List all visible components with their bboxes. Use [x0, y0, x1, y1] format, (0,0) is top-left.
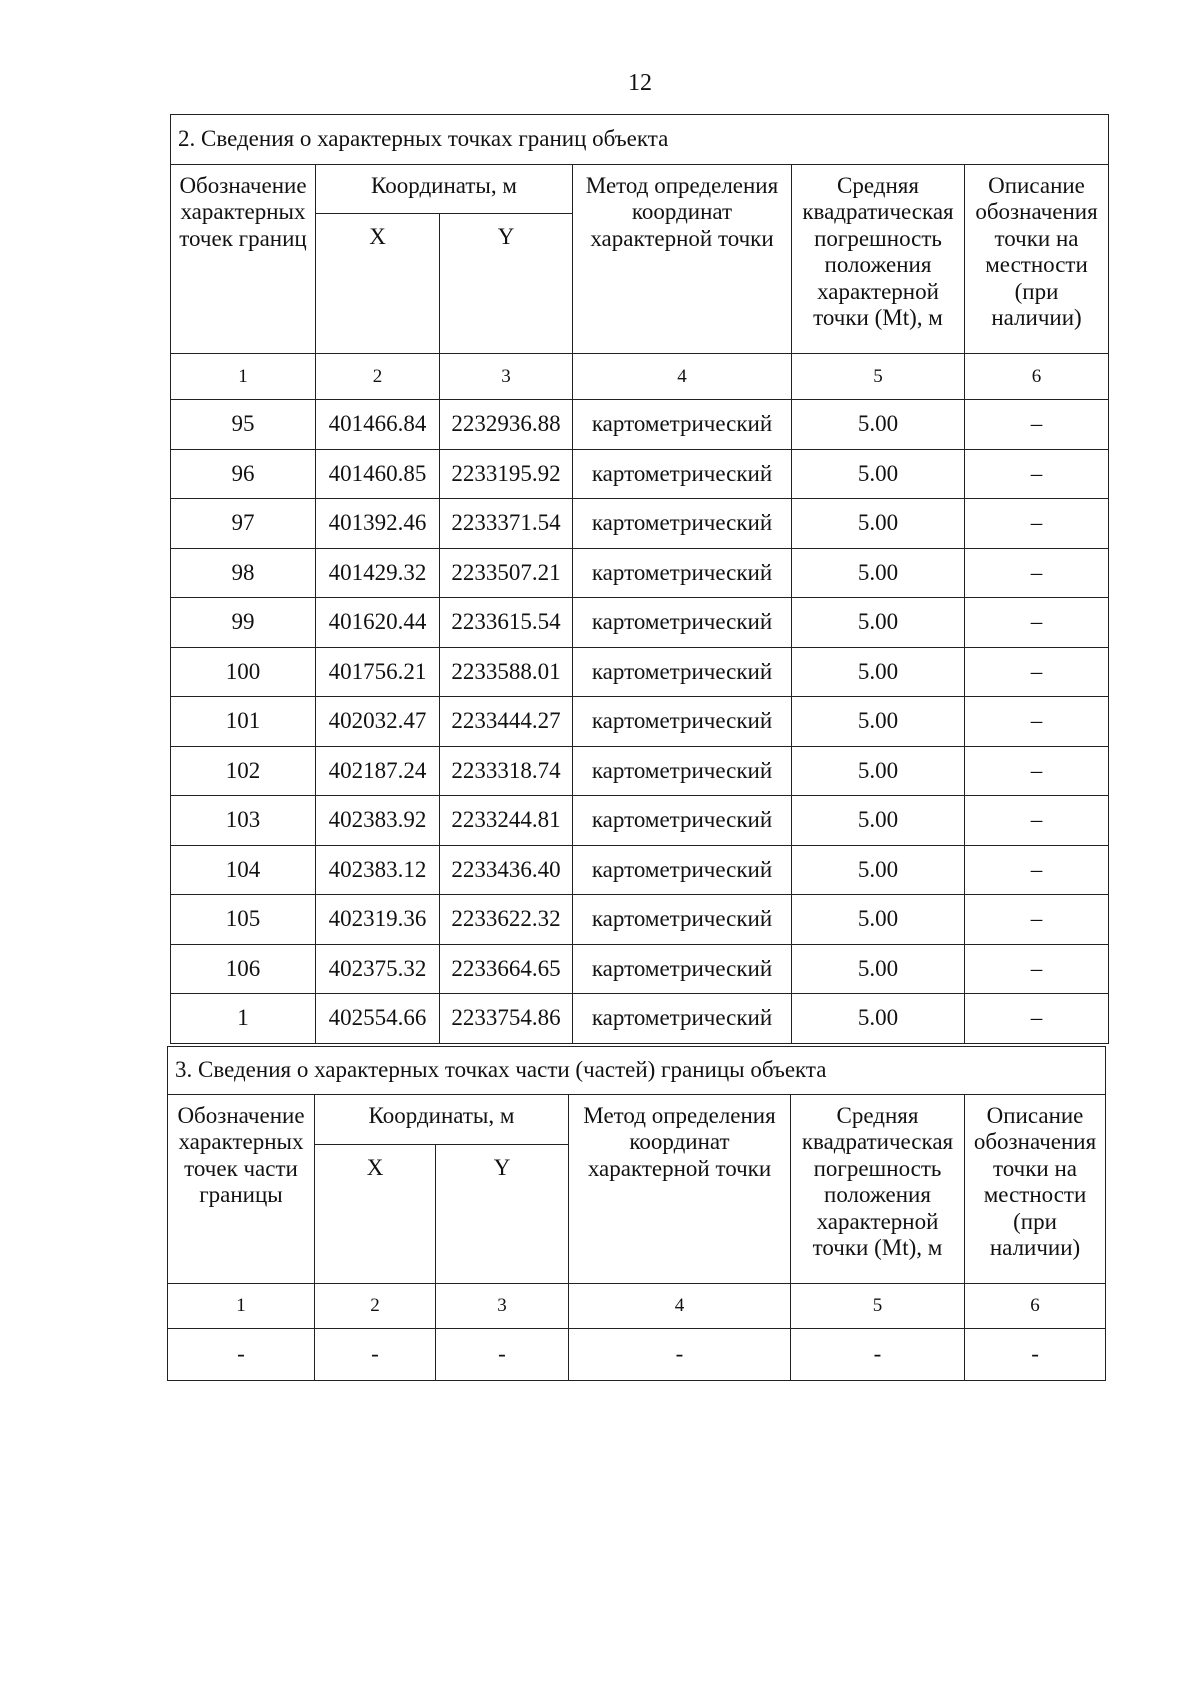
table-cell: 402187.24	[316, 746, 440, 796]
table-cell: 2233507.21	[440, 548, 573, 598]
table-cell: 401466.84	[316, 400, 440, 450]
header-method: Метод определения координат характерной точки	[573, 165, 792, 354]
boundary-points-table	[170, 114, 1109, 1044]
table-cell: 104	[171, 845, 316, 895]
table-cell: 5.00	[792, 647, 965, 697]
table-cell: 97	[171, 499, 316, 549]
table-cell: картометрический	[573, 499, 792, 549]
table-cell: –	[965, 647, 1109, 697]
table-cell: 5.00	[792, 746, 965, 796]
table-cell: -	[569, 1329, 791, 1381]
table-cell: 401460.85	[316, 449, 440, 499]
table-cell: –	[965, 548, 1109, 598]
table-row	[171, 746, 1109, 796]
table-row	[171, 994, 1109, 1044]
table-cell: 2232936.88	[440, 400, 573, 450]
table-cell: 402375.32	[316, 944, 440, 994]
table-cell: картометрический	[573, 895, 792, 945]
table-row	[171, 944, 1109, 994]
table-cell: -	[965, 1329, 1106, 1381]
table-cell: 100	[171, 647, 316, 697]
part-boundary-points-table	[167, 1046, 1106, 1381]
table-cell: 95	[171, 400, 316, 450]
table-cell: 2233664.65	[440, 944, 573, 994]
boundary-points-table-body	[171, 115, 1109, 1044]
table-cell: 5.00	[792, 697, 965, 747]
table-cell: 402032.47	[316, 697, 440, 747]
table-cell: 1	[171, 994, 316, 1044]
table-cell: 5.00	[792, 944, 965, 994]
header-description: Описание обозначения точки на местности (при наличии)	[965, 1095, 1106, 1284]
table-cell: 2233436.40	[440, 845, 573, 895]
table-cell: 5.00	[792, 400, 965, 450]
table-cell: картометрический	[573, 647, 792, 697]
table-cell: картометрический	[573, 845, 792, 895]
column-number: 1	[171, 354, 316, 400]
table-cell: 401756.21	[316, 647, 440, 697]
column-number: 4	[569, 1284, 791, 1329]
table-cell: 402383.92	[316, 796, 440, 846]
column-number: 6	[965, 354, 1109, 400]
table-cell: 402383.12	[316, 845, 440, 895]
table-cell: 5.00	[792, 499, 965, 549]
table-row	[171, 598, 1109, 648]
table-cell: 2233318.74	[440, 746, 573, 796]
table-cell: 401620.44	[316, 598, 440, 648]
table-row	[171, 499, 1109, 549]
table-cell: –	[965, 746, 1109, 796]
table-cell: -	[315, 1329, 436, 1381]
table-cell: 5.00	[792, 449, 965, 499]
table-cell: –	[965, 499, 1109, 549]
table-cell: 102	[171, 746, 316, 796]
table-cell: 99	[171, 598, 316, 648]
table-row	[171, 647, 1109, 697]
table-row	[171, 548, 1109, 598]
header-x: X	[316, 214, 440, 354]
table-cell: –	[965, 845, 1109, 895]
table-cell: 2233615.54	[440, 598, 573, 648]
table-cell: 5.00	[792, 994, 965, 1044]
column-number-row	[168, 1284, 1106, 1329]
header-y: Y	[440, 214, 573, 354]
table-cell: картометрический	[573, 598, 792, 648]
page-number: 12	[628, 70, 652, 96]
table-cell: картометрический	[573, 796, 792, 846]
table-cell: 5.00	[792, 548, 965, 598]
table-cell: картометрический	[573, 994, 792, 1044]
table-cell: –	[965, 895, 1109, 945]
header-accuracy: Средняя квадратическая погрешность положения характерной точки (Mt), м	[791, 1095, 965, 1284]
table-cell: 96	[171, 449, 316, 499]
table-cell: картометрический	[573, 697, 792, 747]
table-cell: 2233195.92	[440, 449, 573, 499]
table-cell: картометрический	[573, 449, 792, 499]
column-number: 3	[440, 354, 573, 400]
table-row	[171, 449, 1109, 499]
table-cell: картометрический	[573, 746, 792, 796]
header-accuracy: Средняя квадратическая погрешность положения характерной точки (Mt), м	[792, 165, 965, 354]
header-coordinates: Координаты, м	[315, 1095, 569, 1145]
column-number: 1	[168, 1284, 315, 1329]
table-cell: 5.00	[792, 895, 965, 945]
table-cell: –	[965, 598, 1109, 648]
table-cell: 105	[171, 895, 316, 945]
table-cell: 2233622.32	[440, 895, 573, 945]
table-cell: 98	[171, 548, 316, 598]
table-cell: 402554.66	[316, 994, 440, 1044]
table-cell: 106	[171, 944, 316, 994]
table-cell: 401429.32	[316, 548, 440, 598]
part-boundary-points-table-body	[168, 1047, 1106, 1381]
table-cell: 2233244.81	[440, 796, 573, 846]
header-y: Y	[436, 1145, 569, 1284]
table-cell: -	[168, 1329, 315, 1381]
table-cell: 2233444.27	[440, 697, 573, 747]
column-number-row	[171, 354, 1109, 400]
column-number: 4	[573, 354, 792, 400]
table-cell: –	[965, 697, 1109, 747]
table-cell: –	[965, 944, 1109, 994]
column-number: 2	[316, 354, 440, 400]
column-number: 3	[436, 1284, 569, 1329]
table-cell: –	[965, 796, 1109, 846]
column-number: 5	[791, 1284, 965, 1329]
table-cell: 5.00	[792, 598, 965, 648]
table-row	[171, 895, 1109, 945]
table-cell: 5.00	[792, 796, 965, 846]
table-row	[171, 697, 1109, 747]
column-number: 5	[792, 354, 965, 400]
table-cell: -	[791, 1329, 965, 1381]
table-cell: –	[965, 994, 1109, 1044]
table-cell: 2233754.86	[440, 994, 573, 1044]
table-row	[171, 796, 1109, 846]
table-row	[168, 1329, 1106, 1381]
header-description: Описание обозначения точки на местности (при наличии)	[965, 165, 1109, 354]
column-number: 2	[315, 1284, 436, 1329]
header-designation: Обозначение характерных точек границ	[171, 165, 316, 354]
column-number: 6	[965, 1284, 1106, 1329]
header-x: X	[315, 1145, 436, 1284]
section-2-title: 2. Сведения о характерных точках границ объекта	[171, 115, 1109, 165]
header-coordinates: Координаты, м	[316, 165, 573, 214]
table-cell: 401392.46	[316, 499, 440, 549]
table-cell: 5.00	[792, 845, 965, 895]
table-cell: -	[436, 1329, 569, 1381]
section-3-title: 3. Сведения о характерных точках части (частей) границы объекта	[168, 1047, 1106, 1095]
table-row	[171, 400, 1109, 450]
table-cell: 2233588.01	[440, 647, 573, 697]
table-cell: 101	[171, 697, 316, 747]
table-row	[171, 845, 1109, 895]
header-designation: Обозначение характерных точек части границы	[168, 1095, 315, 1284]
table-cell: –	[965, 400, 1109, 450]
header-method: Метод определения координат характерной точки	[569, 1095, 791, 1284]
table-cell: картометрический	[573, 400, 792, 450]
table-cell: –	[965, 449, 1109, 499]
table-cell: картометрический	[573, 548, 792, 598]
table-cell: картометрический	[573, 944, 792, 994]
table-cell: 103	[171, 796, 316, 846]
table-cell: 2233371.54	[440, 499, 573, 549]
table-cell: 402319.36	[316, 895, 440, 945]
